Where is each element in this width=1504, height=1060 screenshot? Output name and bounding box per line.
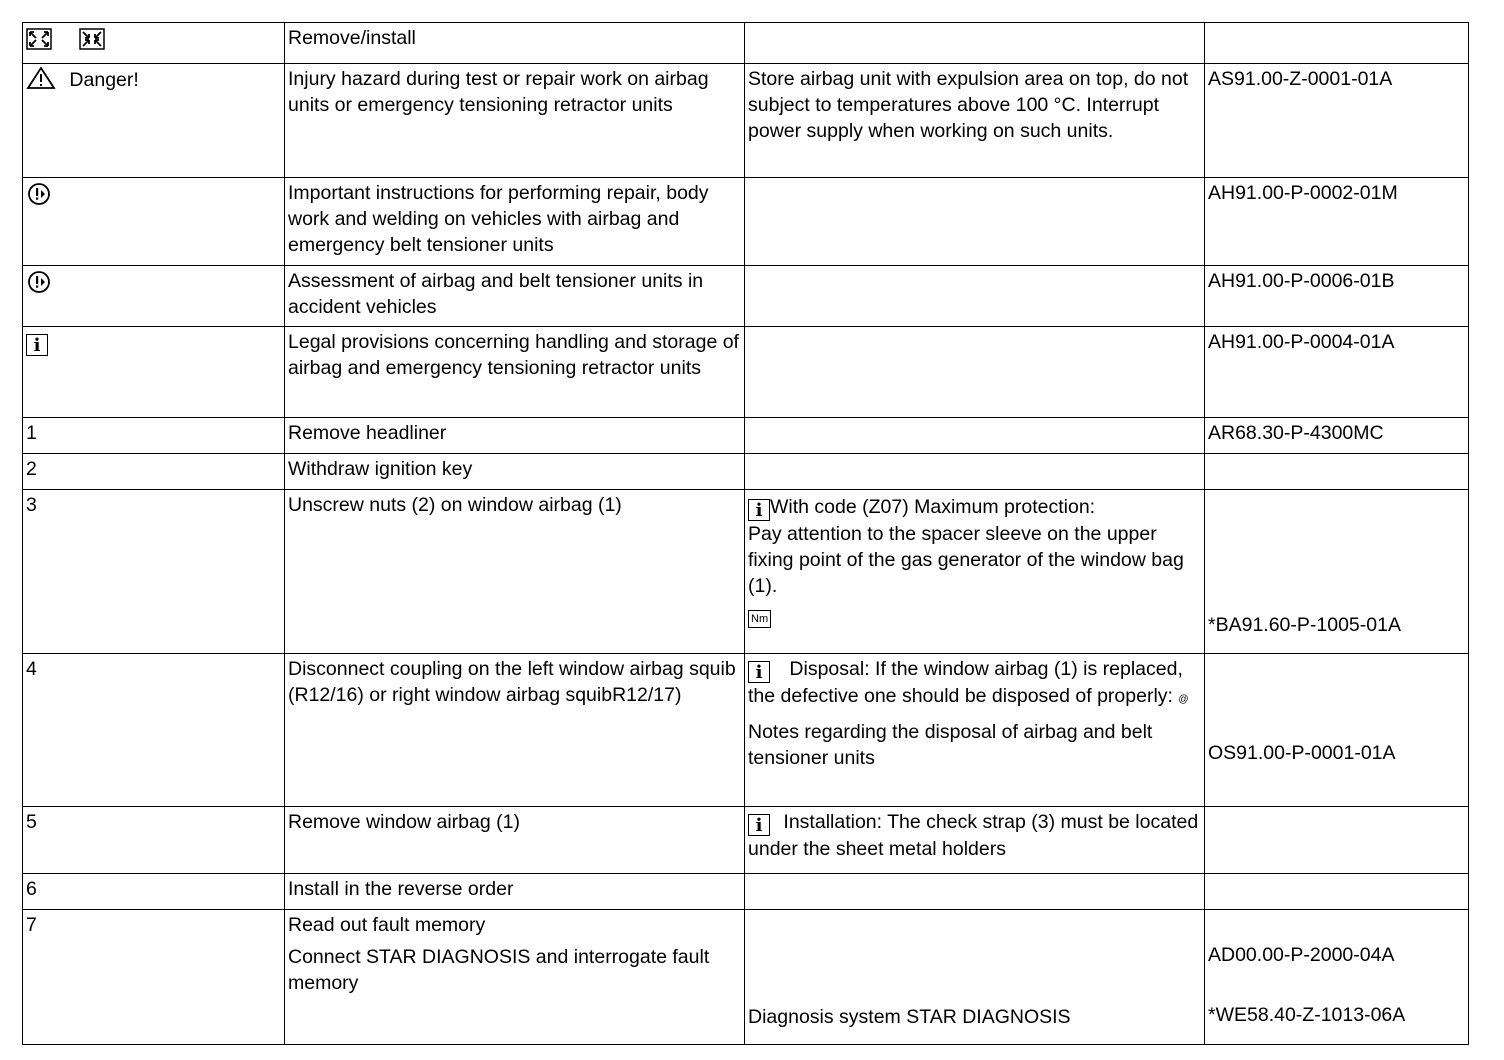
step-number: 5 <box>23 807 285 874</box>
procedure-table <box>22 22 1469 1045</box>
info-icon: i <box>748 499 770 521</box>
note-cell <box>745 266 1205 327</box>
reference-cell <box>1205 874 1469 910</box>
reference-link[interactable]: OS91.00-P-0001-01A <box>1208 742 1396 764</box>
note-cell <box>745 418 1205 454</box>
danger-label: Danger! <box>69 69 139 91</box>
step-number: 3 <box>23 490 285 654</box>
instruction-cell: Remove window airbag (1) <box>285 807 745 874</box>
note-cell <box>745 490 1205 654</box>
torque-icon[interactable]: Nm <box>748 610 771 628</box>
note-cell: Store airbag unit with expulsion area on top, do not subject to temperatures above 100 °C. Interrupt power supply when working on such units. <box>745 64 1205 178</box>
step-cell <box>23 266 285 327</box>
note-cell <box>745 807 1205 874</box>
instruction-cell: Disconnect coupling on the left window airbag squib (R12/16) or right window airbag squibR12/17) <box>285 654 745 807</box>
step-number: 6 <box>23 874 285 910</box>
reference-link[interactable]: *BA91.60-P-1005-01A <box>1208 614 1401 636</box>
reference-link[interactable]: AH91.00-P-0002-01M <box>1205 178 1469 266</box>
table-row <box>23 23 1469 64</box>
at-icon: @ <box>1178 694 1189 705</box>
instruction-cell: Injury hazard during test or repair work on airbag units or emergency tensioning retractor units <box>285 64 745 178</box>
table-row <box>23 418 1469 454</box>
note-text: Installation: The check strap (3) must be located under the sheet metal holders <box>748 811 1199 860</box>
reference-link[interactable]: *WE58.40-Z-1013-06A <box>1208 1004 1406 1026</box>
install-icon <box>79 28 105 50</box>
note-text: Pay attention to the spacer sleeve on the upper fixing point of the gas generator of the window bag (1). <box>748 523 1184 597</box>
step-cell <box>23 23 285 64</box>
table-row <box>23 178 1469 266</box>
instruction-cell: Withdraw ignition key <box>285 454 745 490</box>
table-row <box>23 327 1469 418</box>
note-cell <box>745 910 1205 1045</box>
note-text: With code (Z07) Maximum protection: <box>770 496 1096 518</box>
important-note-icon <box>26 270 52 294</box>
table-row <box>23 64 1469 178</box>
instruction-text: Read out fault memory <box>288 914 486 936</box>
instruction-cell: Assessment of airbag and belt tensioner units in accident vehicles <box>285 266 745 327</box>
warning-triangle-icon <box>26 66 56 90</box>
info-icon: i <box>748 661 770 683</box>
reference-link[interactable]: AR68.30-P-4300MC <box>1205 418 1469 454</box>
reference-cell <box>1205 807 1469 874</box>
note-cell <box>745 178 1205 266</box>
reference-cell <box>1205 454 1469 490</box>
note-cell <box>745 874 1205 910</box>
important-note-icon <box>26 182 52 206</box>
step-number: 7 <box>23 910 285 1045</box>
reference-cell <box>1205 490 1469 654</box>
reference-cell <box>1205 654 1469 807</box>
remove-icon <box>26 28 52 50</box>
instruction-cell: Install in the reverse order <box>285 874 745 910</box>
note-text: Notes regarding the disposal of airbag and belt tensioner units <box>748 721 1153 769</box>
instruction-cell: Important instructions for performing repair, body work and welding on vehicles with airbag and emergency belt tensioner units <box>285 178 745 266</box>
reference-link[interactable]: AH91.00-P-0004-01A <box>1205 327 1469 418</box>
table-row <box>23 654 1469 807</box>
instruction-text: Connect STAR DIAGNOSIS and interrogate fault memory <box>288 946 710 994</box>
step-number: 1 <box>23 418 285 454</box>
instruction-cell: Remove headliner <box>285 418 745 454</box>
info-icon: i <box>748 814 770 836</box>
instruction-cell: Legal provisions concerning handling and storage of airbag and emergency tensioning retractor units <box>285 327 745 418</box>
note-text: Disposal: If the window airbag (1) is replaced, the defective one should be disposed of properly: <box>748 658 1183 707</box>
table-row <box>23 266 1469 327</box>
reference-cell <box>1205 910 1469 1045</box>
note-text: Diagnosis system STAR DIAGNOSIS <box>748 1006 1071 1028</box>
reference-link[interactable]: AD00.00-P-2000-04A <box>1208 944 1395 966</box>
step-cell <box>23 327 285 418</box>
step-cell <box>23 178 285 266</box>
instruction-cell: Unscrew nuts (2) on window airbag (1) <box>285 490 745 654</box>
table-row <box>23 454 1469 490</box>
note-cell <box>745 327 1205 418</box>
table-row <box>23 807 1469 874</box>
reference-link[interactable]: AS91.00-Z-0001-01A <box>1205 64 1469 178</box>
note-cell <box>745 454 1205 490</box>
step-number: 4 <box>23 654 285 807</box>
table-row <box>23 874 1469 910</box>
step-number: 2 <box>23 454 285 490</box>
reference-cell <box>1205 23 1469 64</box>
reference-link[interactable]: AH91.00-P-0006-01B <box>1205 266 1469 327</box>
table-row <box>23 910 1469 1045</box>
table-row <box>23 490 1469 654</box>
step-cell <box>23 64 285 178</box>
note-cell <box>745 23 1205 64</box>
instruction-cell: Remove/install <box>285 23 745 64</box>
info-icon: i <box>26 334 48 356</box>
note-cell <box>745 654 1205 807</box>
instruction-cell <box>285 910 745 1045</box>
